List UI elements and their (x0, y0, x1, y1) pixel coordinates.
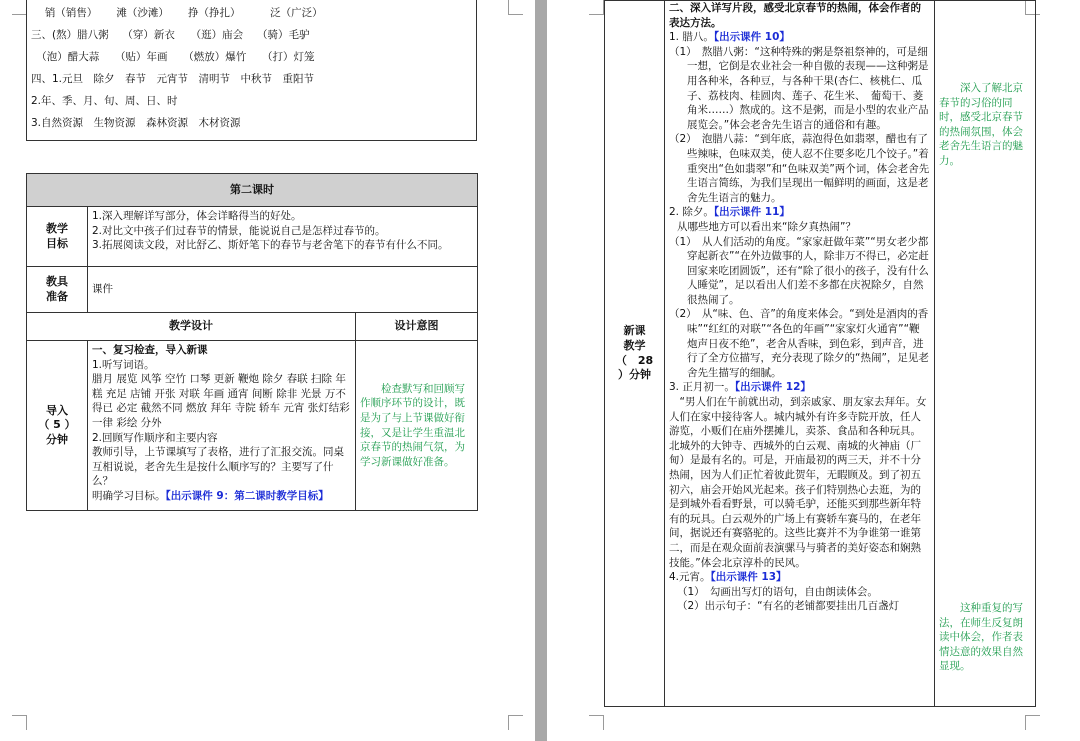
intent-column (935, 1, 1036, 707)
vocab-line: （泡）醋大蒜 （贴）年画 （燃放）爆竹 （打）灯笼 (31, 51, 315, 63)
intent-header: 设计意图 (356, 313, 478, 341)
sub-heading (669, 380, 930, 395)
intro-step: 教师引导，上节课填写了表格，进行了汇报交流。同桌互相说说，老舍先生是按什么顺序写的？主要写了什么？ (92, 446, 344, 488)
paragraph: “男人们在午前就出动，到亲戚家、朋友家去拜年。女人们在家中接待客人。城内城外有许多寺院开放，任人游览，小贩们在庙外摆摊儿，卖茶、食品和各种玩具。北城外的大钟寺、西城外的白云观、南城的火神庙（厂甸）是最有名的。可是，开庙最初的两三天，并不十分热闹，因为人们正忙着彼此贺年，无暇顾及。到了初五初六，庙会开始风光起来。孩子们特别热心去逛，为的是到城外看看野景，可以骑毛驴，还能买到那些新年特有的玩具。白云观外的广场上有赛轿车赛马的，在老年间，据说还有赛骆驼的。这些比赛并不为争谁第一谁第二，而是在观众面前表演骡马与骑者的美好姿态和娴熟技能。”体会北京淳朴的民风。 (669, 396, 927, 569)
crop-mark (1025, 715, 1040, 730)
paragraph: （1） 熬腊八粥：“这种特殊的粥是祭祖祭神的，可是细一想，它倒是农业社会一种自傲的表现——这种粥是用各种米，各种豆，与各种干果(杏仁、核桃仁、瓜子、荔枝肉、桂圆肉、莲子、花生米、 葡萄干、菱角米……）熬成的。这不是粥，而是小型的农业产品展览会。”体会老舍先生语言的通俗和有趣。 (669, 45, 929, 131)
goal-item: 3.拓展阅读文段，对比舒乙、斯妤笔下的春节与老舍笔下的春节有什么不同。 (92, 239, 449, 252)
intro-content (88, 341, 356, 511)
intro-step (92, 489, 351, 504)
intro-label: 导入 （ 5 ） 分钟 (27, 341, 88, 511)
vocab-line: 四、1.元旦 除夕 春节 元宵节 清明节 中秋节 重阳节 (31, 73, 315, 85)
vocab-table (26, 0, 477, 141)
paragraph: 从哪些地方可以看出来“除夕真热闹”？ (677, 220, 856, 233)
slide-ref: 【出示课件 10】 (713, 31, 790, 44)
sub-heading-text: 4.元宵。 (669, 571, 711, 584)
crop-mark (589, 0, 604, 15)
prep-value: 课件 (88, 267, 478, 313)
intro-words: 腊月 展览 风筝 空竹 口琴 更新 鞭炮 除夕 春联 扫除 年糕 充足 店铺 开张 对联 年画 通宵 间断 除非 光景 万不得已 必定 截然不同 燃放 拜年 寺院 轿车 元宵 张灯结彩 一律 彩绘 分外 (92, 373, 350, 429)
vocab-line: 三、(熬）腊八粥 （穿）新衣 （逛）庙会 （骑）毛驴 (31, 29, 310, 41)
intro-intent: 检查默写和回顾写作顺序环节的设计，既是为了与上节课做好衔接，又是让学生重温北京春节的热闹气氛，为学习新课做好准备。 (356, 341, 478, 511)
crop-mark (508, 715, 523, 730)
paragraph: （1） 从人们活动的角度。“家家赶做年菜”“男女老少都穿起新衣”“在外边做事的人，除非万不得已，必定赶回家来吃团圆饭”，还有“除了很小的孩子，没有什么人睡觉”，足以看出人们差不多都在庆祝除夕，自然很热闹了。 (669, 235, 929, 306)
goal-list (88, 207, 478, 267)
vocab-line: 3.自然资源 生物资源 森林资源 木材资源 (31, 117, 241, 129)
crop-mark (12, 715, 27, 730)
sub-heading (669, 205, 930, 220)
lesson-table (26, 173, 478, 511)
left-page (0, 0, 535, 741)
goal-item: 1.深入理解详写部分，体会详略得当的好处。 (92, 210, 302, 222)
section-title: 二、深入详写片段，感受北京春节的热闹，体会作者的表达方法。 (669, 2, 921, 29)
crop-mark (508, 0, 523, 15)
intent-note: 深入了解北京春节的习俗的同时，感受北京春节的热闹氛围，体会老舍先生语言的魅力。 (939, 82, 1023, 167)
sub-heading-text: 1. 腊八。 (669, 31, 714, 44)
crop-mark (12, 0, 27, 15)
sub-heading (669, 570, 930, 585)
sub-heading (669, 30, 930, 45)
vocab-line: 销（销售） 滩（沙滩） 挣（挣扎） 泛（广泛） (31, 7, 323, 19)
prep-label: 教具 准备 (27, 267, 88, 313)
section-label: 新课 教学 （ 28 ）分钟 (605, 1, 665, 707)
page-gap (535, 0, 547, 741)
intro-title: 一、复习检查，导入新课 (92, 344, 208, 356)
intro-step-text: 明确学习目标。 (92, 489, 166, 502)
teaching-table (604, 0, 1036, 707)
intro-step: 2.回顾写作顺序和主要内容 (92, 431, 218, 444)
lesson-header: 第二课时 (27, 174, 478, 207)
vocab-line: 2.年、季、月、旬、周、日、时 (31, 95, 178, 107)
design-header: 教学设计 (27, 313, 356, 341)
slide-ref: 【出示课件 11】 (713, 206, 790, 219)
slide-ref: 【出示课件 9：第二课时教学目标】 (165, 489, 329, 502)
teaching-content (665, 1, 935, 707)
slide-ref: 【出示课件 13】 (710, 571, 787, 584)
slide-ref: 【出示课件 12】 (734, 381, 811, 394)
paragraph: （1） 勾画出写灯的语句，自由朗读体会。 (677, 585, 878, 598)
paragraph: （2）出示句子：“有名的老铺都要挂出几百盏灯 (677, 600, 900, 613)
goal-item: 2.对比文中孩子们过春节的情景，能说说自己是怎样过春节的。 (92, 224, 386, 237)
paragraph: （2） 从“味、色、音”的角度来体会。“到处是酒肉的香味”“红红的对联”“各色的年画”“家家灯火通宵”“鞭炮声日夜不绝”，老舍从香味，到色彩，到声音，进行了全方位描写，充分表现了除夕的“热闹”，足见老舍先生描写的细腻。 (669, 308, 929, 379)
sub-heading-text: 3. 正月初一。 (669, 381, 735, 394)
intro-step: 1.听写词语。 (92, 358, 155, 371)
sub-heading-text: 2. 除夕。 (669, 206, 714, 219)
intent-note: 这种重复的写法，在师生反复朗读中体会，作者表情达意的效果自然显现。 (939, 602, 1023, 673)
crop-mark (589, 715, 604, 730)
goal-label: 教学 目标 (27, 207, 88, 267)
paragraph: （2） 泡腊八蒜：“到年底，蒜泡得色如翡翠，醋也有了些辣味，色味双美，使人忍不住要多吃几个饺子。”着重突出“色如翡翠”和“色味双美”两个词，体会老舍先生语言简练，为我们呈现出一幅鲜明的画面，这是老舍先生语言的魅力。 (669, 133, 930, 204)
right-page (547, 0, 1080, 741)
